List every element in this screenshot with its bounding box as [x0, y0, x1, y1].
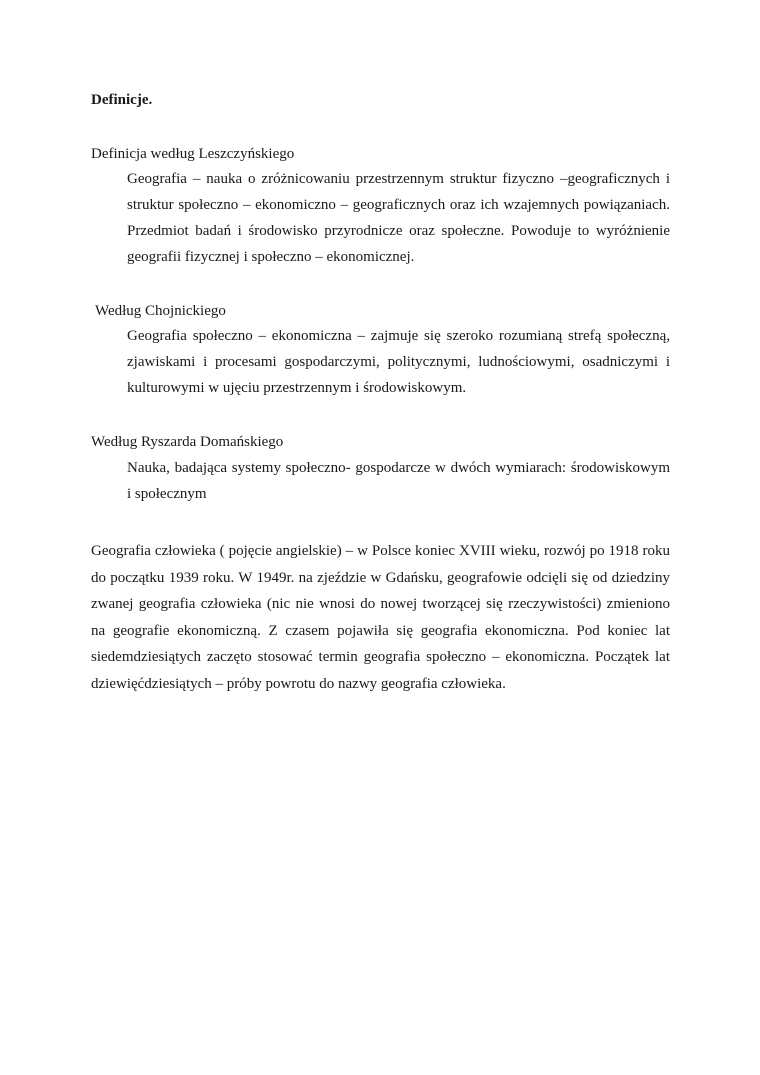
section-heading-chojnicki: Według Chojnickiego [95, 303, 226, 319]
document-title: Definicje. [91, 92, 153, 108]
body-paragraph-geografia-czlowieka: Geografia człowieka ( pojęcie angielskie) – w Polsce koniec XVIII wieku, rozwój po 1918 roku do początku 1939 roku. W 1949r. na zjeździe w Gdańsku, geografowie odcięli się od dziedziny zwanej geografia człowieka (nic nie wnosi do nowej tworzącej się rzeczywistości) zmieniono na geografie ekonomiczną. Z czasem pojawiła się geografia ekonomiczna. Pod koniec lat siedemdziesiątych zaczęto stosować termin geografia społeczno – ekonomiczna. Początek lat dziewięćdziesiątych – próby powrotu do nazwy geografia człowieka. [91, 543, 670, 692]
section-text-chojnicki: Geografia społeczno – ekonomiczna – zajmuje się szeroko rozumianą strefą społeczną, zjawiskami i procesami gospodarczymi, politycznymi, ludnościowymi, osadniczymi i kulturowymi w ujęciu przestrzennym i środowiskowym. [127, 328, 670, 396]
section-heading-domanski: Według Ryszarda Domańskiego [91, 434, 284, 450]
section-text-domanski: Nauka, badająca systemy społeczno- gospodarcze w dwóch wymiarach: środowiskowym i społecznym [127, 460, 670, 502]
section-heading-leszczynski: Definicja według Leszczyńskiego [91, 146, 295, 162]
section-text-leszczynski: Geografia – nauka o zróżnicowaniu przestrzennym struktur fizyczno –geograficznych i struktur społeczno – ekonomiczno – geograficznych oraz ich wzajemnych powiązaniach. Przedmiot badań i środowisko przyrodnicze oraz społeczne. Powoduje to wyróżnienie geografii fizycznej i społeczno – ekonomicznej. [127, 171, 670, 265]
